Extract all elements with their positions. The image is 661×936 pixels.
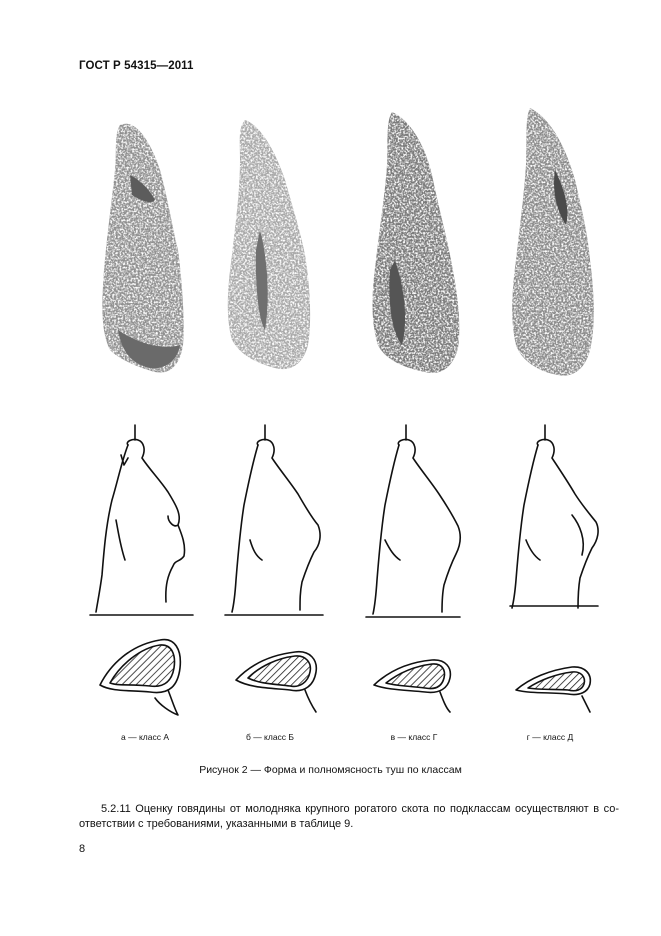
document-header: ГОСТ Р 54315—2011 [79,60,194,72]
outline-drawing-g [510,425,598,712]
outline-drawing-b [225,425,323,712]
figure-caption-g: г — класс Д [526,732,574,742]
carcass-photo-g [512,108,594,376]
figure-caption-v: в — класс Г [390,732,438,742]
paragraph-5-2-11: 5.2.11 Оценку говядины от молодняка крупного рогатого скота по подклассам осуществляют в со-ответствии с требованиями, указанными в таблице 9. [79,803,619,830]
carcass-photo-b [228,120,310,369]
figure-caption-b: б — класс Б [245,732,295,742]
page-number: 8 [79,843,86,855]
figure-title: Рисунок 2 — Форма и полномясность туш по классам [199,764,462,776]
outline-drawing-a [90,425,193,715]
figure-caption-a: а — класс А [121,732,169,742]
outline-drawing-v [366,425,460,712]
carcass-photo-a [102,124,183,373]
carcass-photo-v [373,112,460,373]
